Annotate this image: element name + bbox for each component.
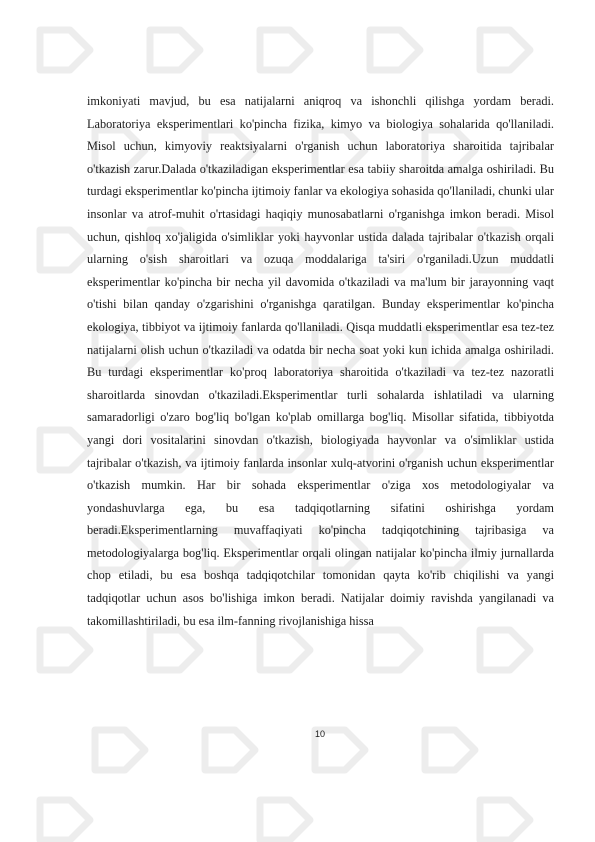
- body-paragraph: imkoniyati mavjud, bu esa natijalarni aniqroq va ishonchli qilishga yordam beradi. Laboratoriya eksperimentlari ko'pincha fizika, kimyo va biologiya sohalarida qo'llaniladi. Misol uchun, kimyoviy reaktsiyalarni o'rganish uchun laboratoriya sharoitida tajribalar o'tkazish zarur.Dalada o'tkaziladigan eksperimentlar esa tabiiy sharoitda amalga oshiriladi. Bu turdagi eksperimentlar ko'pincha ijtimoiy fanlar va ekologiya sohasida qo'llaniladi, chunki ular insonlar va atrof-muhit o'rtasidagi haqiqiy munosabatlarni o'rganishga imkon beradi. Misol uchun, qishloq xo'jaligida o'simliklar yoki hayvonlar ustida dalada tajribalar o'tkazish orqali ularning o'sish sharoitlari va ozuqa moddalariga ta'siri o'rganiladi.Uzun muddatli eksperimentlar ko'pincha bir necha yil davomida o'tkaziladi va ma'lum bir jarayonning vaqt o'tishi bilan qanday o'zgarishini o'rganishga qaratilgan. Bunday eksperimentlar ko'pincha ekologiya, tibbiyot va ijtimoiy fanlarda qo'llaniladi. Qisqa muddatli eksperimentlar esa tez-tez natijalarni olish uchun o'tkaziladi va odatda bir necha soat yoki kun ichida amalga oshiriladi. Bu turdagi eksperimentlar ko'proq laboratoriya sharoitida o'tkaziladi va tez-tez nazoratli sharoitlarda sinovdan o'tkaziladi.Eksperimentlar turli sohalarda ishlatiladi va ularning samaradorligi o'zaro bog'liq bo'lgan ko'plab omillarga bog'liq. Misollar sifatida, tibbiyotda yangi dori vositalarini sinovdan o'tkazish, biologiyada hayvonlar va o'simliklar ustida tajribalar o'tkazish, va ijtimoiy fanlarda insonlar xulq-atvorini o'rganish uchun eksperimentlar o'tkazish mumkin. Har bir sohada eksperimentlar o'ziga xos metodologiyalar va yondashuvlarga ega, bu esa tadqiqotlarning sifatini oshirishga yordam beradi.Eksperimentlarning muvaffaqiyati ko'pincha tadqiqotchining tajribasiga va metodologiyalarga bog'liq. Eksperimentlar orqali olingan natijalar ko'pincha ilmiy jurnallarda chop etiladi, bu esa boshqa tadqiqotchilar tomonidan qayta ko'rib chiqilishi va yangi tadqiqotlar uchun asos bo'lishiga imkon beradi. Natijalar doimiy ravishda yangilanadi va takomillashtiriladi, bu esa ilm-fanning rivojlanishiga hissa: [87, 94, 554, 628]
- page-number: 10: [314, 729, 325, 739]
